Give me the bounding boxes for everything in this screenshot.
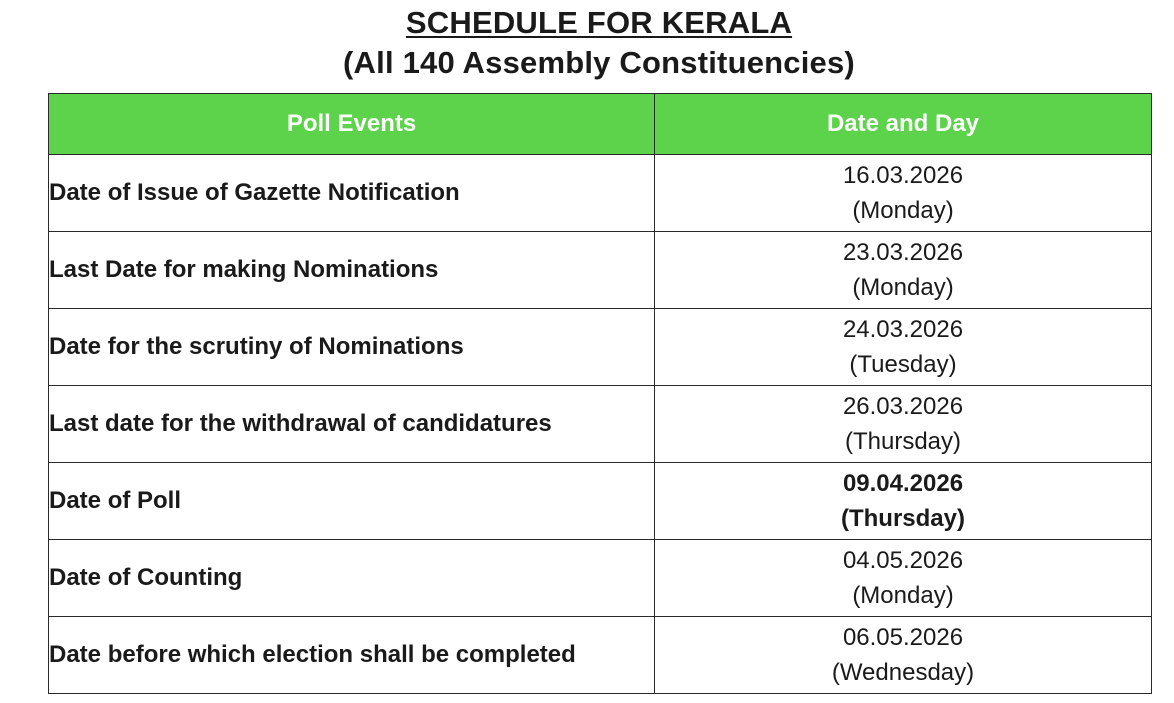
day-value: (Thursday) — [844, 428, 962, 455]
day-value: (Tuesday) — [849, 351, 957, 378]
date-cell — [655, 540, 1152, 617]
day-value: (Monday) — [852, 197, 954, 224]
date-cell — [655, 386, 1152, 463]
date-value: 23.03.2026 — [842, 239, 964, 266]
event-cell: Date of Issue of Gazette Notification — [49, 155, 655, 232]
date-cell — [655, 232, 1152, 309]
date-cell — [655, 155, 1152, 232]
date-value: 24.03.2026 — [842, 316, 964, 343]
event-cell: Date for the scrutiny of Nominations — [49, 309, 655, 386]
table-row — [49, 386, 1152, 463]
date-cell-poll — [655, 463, 1152, 540]
day-value: (Monday) — [852, 582, 954, 609]
table-row — [49, 540, 1152, 617]
event-cell: Last date for the withdrawal of candidatures — [49, 386, 655, 463]
date-value: 06.05.2026 — [842, 624, 964, 651]
date-cell — [655, 617, 1152, 694]
day-value: (Thursday) — [840, 505, 965, 532]
schedule-table — [48, 93, 1152, 694]
table-row — [49, 155, 1152, 232]
day-value: (Monday) — [852, 274, 954, 301]
day-value: (Wednesday) — [831, 659, 975, 686]
table-row — [49, 309, 1152, 386]
event-cell: Last Date for making Nominations — [49, 232, 655, 309]
table-header-row — [49, 94, 1152, 155]
date-value: 09.04.2026 — [842, 470, 964, 497]
table-row — [49, 463, 1152, 540]
date-value: 04.05.2026 — [842, 547, 964, 574]
column-header-date-and-day: Date and Day — [655, 94, 1152, 155]
column-header-poll-events: Poll Events — [49, 94, 655, 155]
event-cell: Date of Counting — [49, 540, 655, 617]
date-value: 16.03.2026 — [842, 162, 964, 189]
page-title: SCHEDULE FOR KERALA — [405, 5, 793, 40]
event-cell: Date of Poll — [49, 463, 655, 540]
event-cell: Date before which election shall be completed — [49, 617, 655, 694]
table-row — [49, 617, 1152, 694]
date-value: 26.03.2026 — [842, 393, 964, 420]
page-subtitle: (All 140 Assembly Constituencies) — [343, 45, 855, 80]
date-cell — [655, 309, 1152, 386]
schedule-heading — [0, 4, 1174, 84]
table-row — [49, 232, 1152, 309]
